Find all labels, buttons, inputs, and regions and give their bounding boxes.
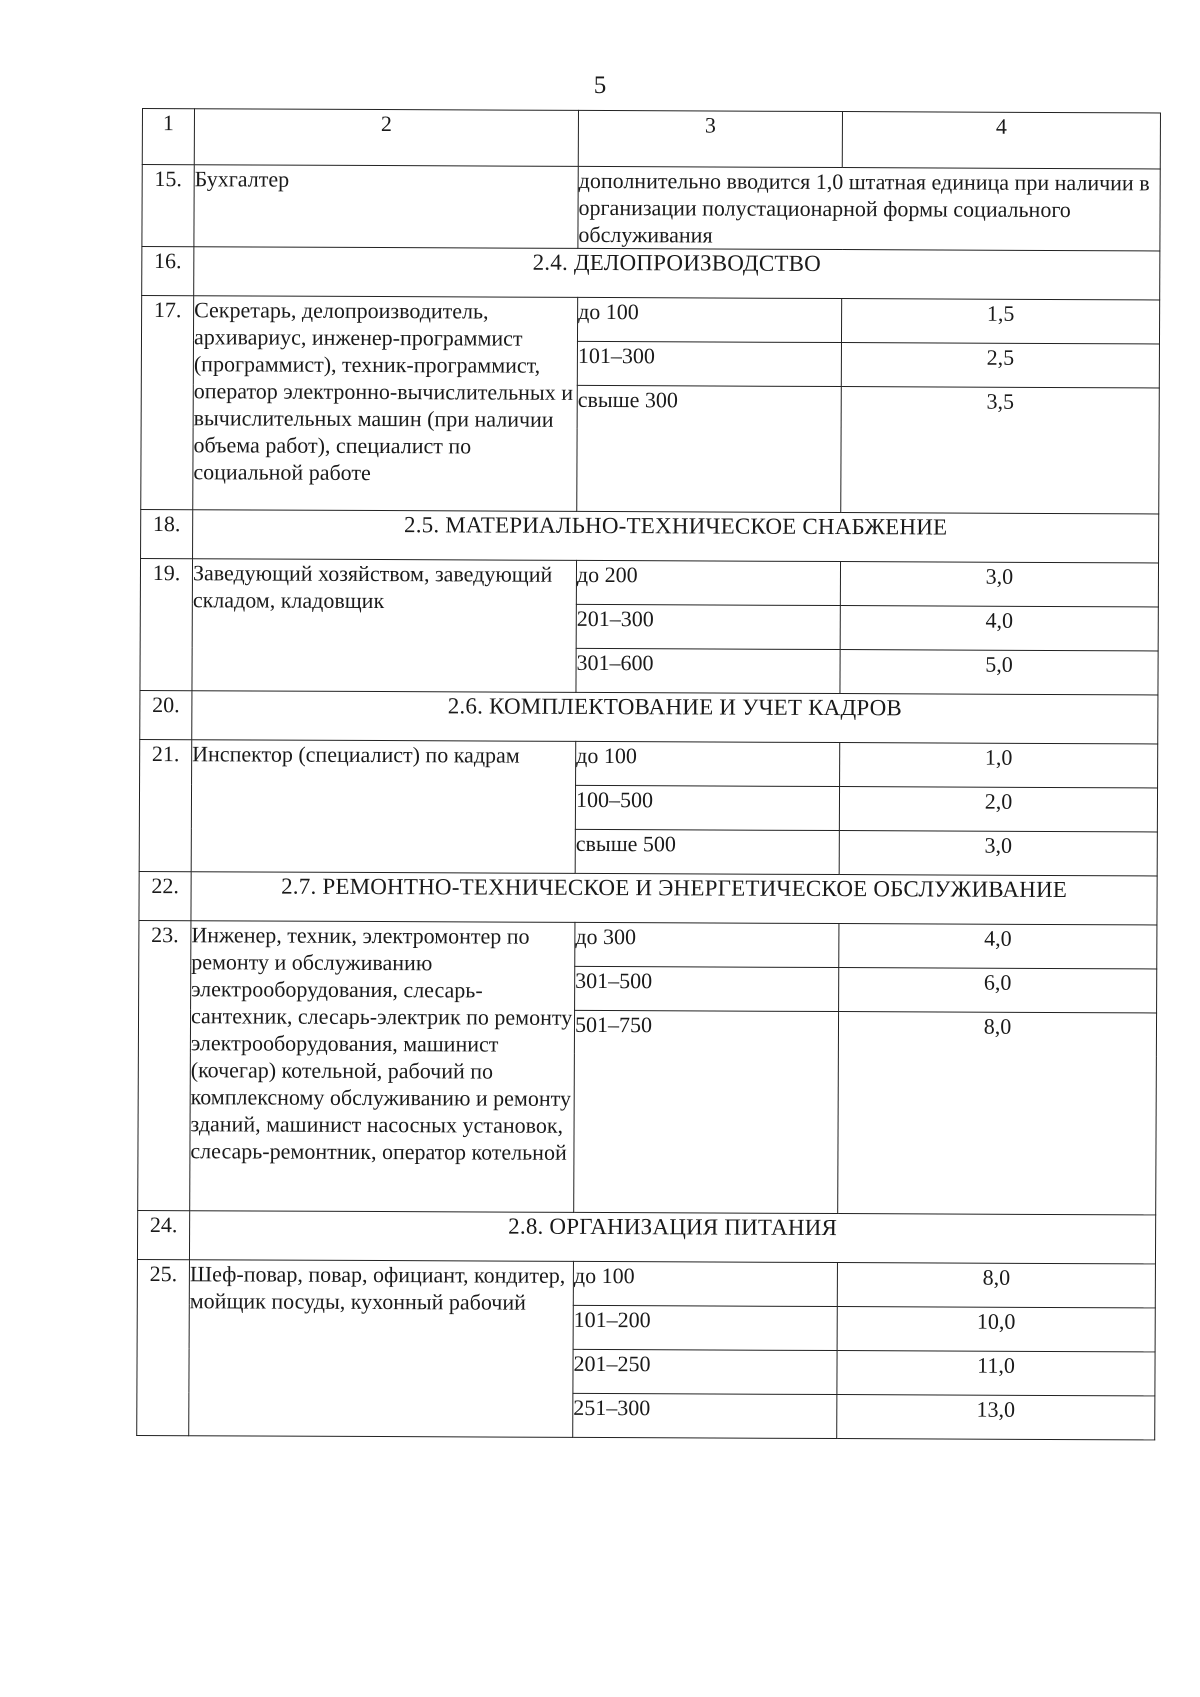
row-number: 25. (137, 1259, 190, 1435)
count-range: 251–300 (573, 1393, 837, 1438)
section-title: 2.4. ДЕЛОПРОИЗВОДСТВО (194, 247, 1160, 300)
row-number: 21. (139, 739, 192, 871)
staff-units: 2,0 (839, 787, 1157, 832)
count-range: до 300 (575, 922, 839, 967)
empty-cell (841, 430, 1159, 514)
position-title: Шеф-повар, повар, официант, кондитер, мойщик посуды, кухонный рабочий (189, 1260, 574, 1438)
table-header-row (142, 109, 1160, 169)
staff-units: 11,0 (837, 1351, 1155, 1396)
count-range: 301–600 (576, 648, 840, 693)
column-header-1: 1 (142, 109, 194, 165)
count-range: свыше 300 (577, 385, 841, 430)
staffing-table (136, 108, 1161, 1440)
count-range: 101–200 (573, 1305, 837, 1350)
staff-units: 6,0 (839, 968, 1157, 1013)
count-range: до 100 (573, 1261, 837, 1306)
count-range: 501–750 (574, 1010, 838, 1055)
table-row (142, 165, 1160, 251)
table-row (137, 1259, 1155, 1307)
section-row (137, 1210, 1155, 1263)
staff-units: 2,5 (841, 343, 1159, 388)
section-title: 2.5. МАТЕРИАЛЬНО-ТЕХНИЧЕСКОЕ СНАБЖЕНИЕ (193, 510, 1159, 563)
section-row (142, 247, 1160, 300)
count-range: 201–300 (576, 604, 840, 649)
staff-units: 5,0 (840, 650, 1158, 695)
table-row (140, 739, 1158, 787)
column-header-3: 3 (578, 110, 842, 167)
row-number: 16. (142, 247, 194, 296)
staff-units: 8,0 (837, 1263, 1155, 1308)
row-number: 20. (140, 690, 192, 739)
staff-units: 8,0 (838, 1012, 1156, 1057)
section-title: 2.6. КОМПЛЕКТОВАНИЕ И УЧЕТ КАДРОВ (192, 691, 1158, 744)
table-row (141, 296, 1159, 344)
staff-units: 13,0 (837, 1395, 1155, 1440)
table-row (140, 558, 1158, 606)
position-title: Инженер, техник, электромонтер по ремонту и обслуживанию электрооборудования, слесарь-сантехник, слесарь-электрик по ремонту электрооборудования, машинист (кочегар) котельной, рабочий по комплексному обслуживанию и ремонту зданий, машинист насосных установок, слесарь-ремонтник, оператор котельной (190, 921, 575, 1213)
section-title: 2.8. ОРГАНИЗАЦИЯ ПИТАНИЯ (189, 1211, 1155, 1264)
staff-units: 1,0 (840, 743, 1158, 788)
position-title: Бухгалтер (194, 165, 578, 249)
count-range: 100–500 (575, 785, 839, 830)
row-number: 18. (141, 509, 193, 558)
column-header-2: 2 (194, 109, 578, 167)
position-title: Инспектор (специалист) по кадрам (191, 740, 576, 874)
staff-units: 3,0 (840, 562, 1158, 607)
staff-units: 10,0 (837, 1307, 1155, 1352)
staff-units: 3,0 (839, 831, 1157, 876)
position-title: Секретарь, делопроизводитель, архивариус, инженер-программист (программист), техник-программист, оператор электронно-вычислительных и вычислительных машин (при наличии объема работ), специалист по социальной работе (193, 296, 578, 512)
position-title: Заведующий хозяйством, заведующий складом, кладовщик (192, 559, 577, 693)
empty-cell (577, 429, 841, 513)
staff-units: 1,5 (841, 299, 1159, 344)
row-number: 24. (137, 1210, 189, 1259)
row-number: 23. (138, 920, 191, 1210)
count-range: 301–500 (575, 966, 839, 1011)
section-row (141, 509, 1159, 562)
section-row (140, 690, 1158, 743)
count-range: до 100 (576, 741, 840, 786)
count-range: до 200 (576, 560, 840, 605)
count-range: до 100 (577, 297, 841, 342)
page-number: 5 (593, 72, 607, 99)
row-number: 19. (140, 558, 193, 690)
column-header-4: 4 (842, 112, 1160, 169)
row-number: 22. (139, 871, 191, 920)
row-number: 17. (141, 296, 194, 510)
staff-units: 4,0 (840, 606, 1158, 651)
empty-cell (574, 1054, 839, 1214)
section-title: 2.7. РЕМОНТНО-ТЕХНИЧЕСКОЕ И ЭНЕРГЕТИЧЕСКОЕ ОБСЛУЖИВАНИЕ (191, 872, 1157, 925)
count-range: 101–300 (577, 341, 841, 386)
staff-units: 3,5 (841, 387, 1159, 432)
count-range: свыше 500 (575, 829, 839, 874)
empty-cell (838, 1055, 1157, 1215)
count-range: 201–250 (573, 1349, 837, 1394)
section-row (139, 871, 1157, 924)
row-note: дополнительно вводится 1,0 штатная единица при наличии в организации полустационарной формы социального обслуживания (578, 166, 1160, 251)
table-row (139, 920, 1157, 968)
row-number: 15. (142, 165, 194, 247)
staff-units: 4,0 (839, 924, 1157, 969)
